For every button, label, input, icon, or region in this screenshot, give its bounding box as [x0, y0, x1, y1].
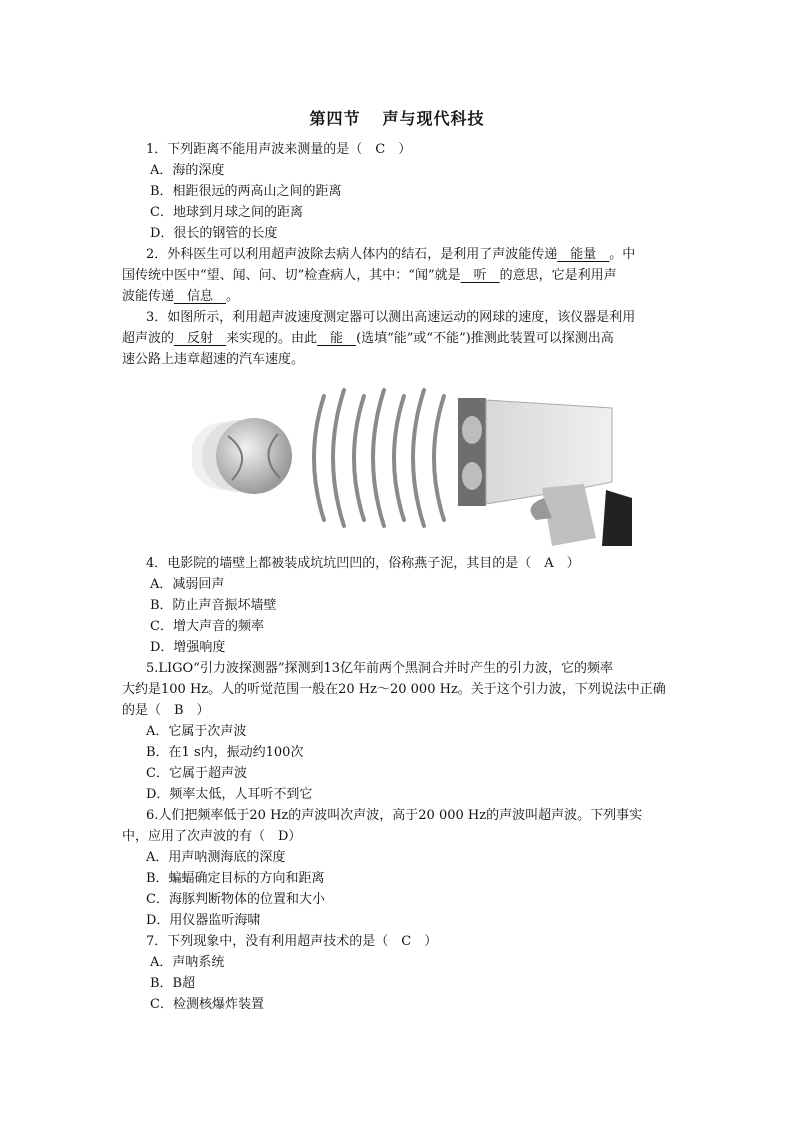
speed-gun-figure — [192, 378, 632, 546]
title-topic: 声与现代科技 — [382, 109, 485, 128]
q2-answer-1: 能量 — [557, 247, 610, 262]
q7-stem: 7．下列现象中，没有利用超声技术的是（ C ） — [146, 934, 438, 949]
q2-answer-3: 信息 — [174, 289, 227, 304]
q5-option-c: C．它属于超声波 — [146, 766, 247, 781]
page-title — [0, 106, 794, 129]
q4-option-b: B．防止声音振坏墙壁 — [150, 598, 277, 613]
speed-gun-icon — [458, 398, 632, 546]
q3-text: 来实现的。由此 — [226, 331, 318, 346]
q6-option-d: D．用仪器监听海啸 — [146, 913, 261, 928]
q5-line-2: 大约是100 Hz。人的听觉范围一般在20 Hz～20 000 Hz。关于这个引力波，下列说法中正确 — [122, 682, 666, 697]
q7-option-b: B．B超 — [150, 976, 196, 991]
q4-option-d: D．增强响度 — [150, 640, 226, 655]
q7-option-a: A．声呐系统 — [150, 955, 225, 970]
q7-option-c: C．检测核爆炸装置 — [150, 997, 264, 1012]
tennis-ball-icon — [192, 418, 292, 494]
q2-answer-2: 听 — [460, 268, 500, 283]
q5-line-1: 5.LIGO“引力波探测器”探测到13亿年前两个黑洞合并时产生的引力波，它的频率 — [146, 661, 614, 676]
q3-text: (选填“能”或“不能”)推测此装置可以探测出高 — [356, 331, 614, 346]
q4-option-c: C．增大声音的频率 — [150, 619, 264, 634]
q5-option-b: B．在1 s内，振动约100次 — [146, 745, 304, 760]
q1-option-d: D．很长的钢管的长度 — [150, 226, 278, 241]
q2-text: 波能传递 — [122, 289, 175, 304]
q5-option-a: A．它属于次声波 — [146, 724, 247, 739]
title-section-number: 第四节 — [309, 109, 361, 128]
q3-text: 超声波的 — [122, 331, 175, 346]
q1-option-c: C．地球到月球之间的距离 — [150, 205, 303, 220]
q6-option-c: C．海豚判断物体的位置和大小 — [146, 892, 325, 907]
q3-line-2 — [122, 329, 614, 349]
q4-option-a: A．减弱回声 — [150, 577, 225, 592]
q1-option-b: B．相距很远的两高山之间的距离 — [150, 184, 342, 199]
q1-option-a: A．海的深度 — [150, 163, 225, 178]
q3-answer-2: 能 — [317, 331, 357, 346]
q6-option-a: A．用声呐测海底的深度 — [146, 850, 286, 865]
q6-line-1: 6.人们把频率低于20 Hz的声波叫次声波，高于20 000 Hz的声波叫超声波。下列事实 — [146, 808, 643, 823]
sound-waves-icon — [314, 390, 444, 526]
q2-text: 2．外科医生可以利用超声波除去病人体内的结石，是利用了声波能传递 — [146, 247, 558, 262]
q1-stem: 1．下列距离不能用声波来测量的是（ C ） — [146, 142, 412, 157]
q3-answer-1: 反射 — [174, 331, 227, 346]
q3-line-3: 速公路上违章超速的汽车速度。 — [122, 352, 305, 367]
q2-text: 的意思，它是利用声 — [499, 268, 617, 283]
q6-option-b: B．蝙蝠确定目标的方向和距离 — [146, 871, 325, 886]
q2-text: 。中 — [609, 247, 636, 262]
q2-line-1 — [146, 245, 635, 265]
q6-line-2: 中，应用了次声波的有（ D） — [122, 829, 302, 844]
q5-line-3: 的是（ B ） — [122, 703, 210, 718]
q4-stem: 4．电影院的墙壁上都被装成坑坑凹凹的，俗称燕子泥，其目的是（ A ） — [146, 556, 580, 571]
q2-text: 。 — [226, 289, 240, 304]
q5-option-d: D．频率太低，人耳听不到它 — [146, 787, 313, 802]
q2-line-2 — [122, 266, 617, 286]
q3-line-1: 3．如图所示，利用超声波速度测定器可以测出高速运动的网球的速度，该仪器是利用 — [146, 310, 636, 325]
q2-line-3 — [122, 287, 239, 307]
q2-text: 国传统中医中“望、闻、问、切”检查病人，其中：“闻”就是 — [122, 268, 461, 283]
